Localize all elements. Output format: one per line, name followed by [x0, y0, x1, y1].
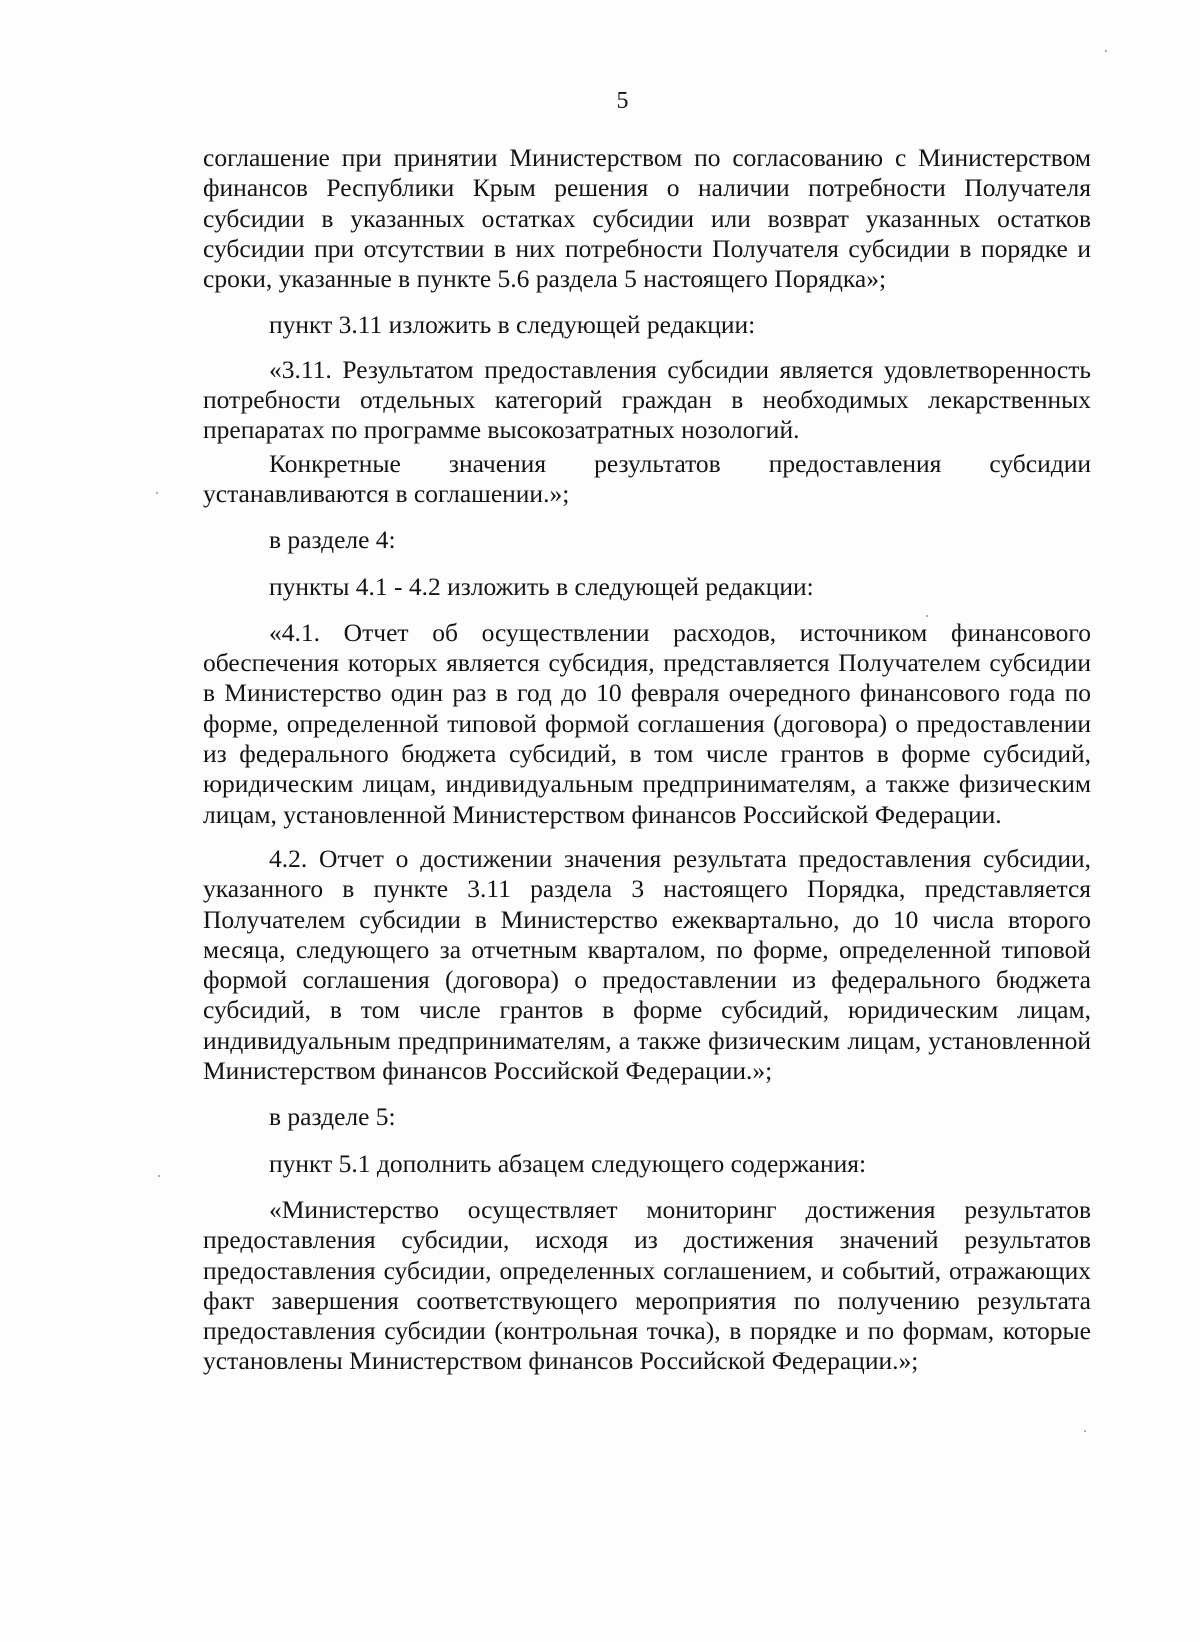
scan-speck: [156, 492, 158, 494]
paragraph-instruction-4-1-4-2: пункты 4.1 - 4.2 изложить в следующей редакции:: [269, 571, 814, 601]
scan-speck: [158, 1175, 160, 1177]
paragraph-section-4: в разделе 4:: [269, 525, 396, 555]
page-number: 5: [616, 88, 629, 114]
paragraph-monitoring: «Министерство осуществляет мониторинг достижения результатов предоставления субсидии, исходя из достижения значений результатов предоставления субсидии, определенных соглашением, и событий, отражающих факт завершения соответствующего мероприятия по получению результата предоставления субсидии (контрольная точка), в порядке и по формам, которые установлены Министерством финансов Российской Федерации.»;: [203, 1194, 1091, 1376]
paragraph-instruction-3-11: пункт 3.11 изложить в следующей редакции:: [269, 310, 756, 340]
scan-speck: [1084, 1430, 1086, 1432]
document-body: [203, 143, 1091, 1377]
paragraph-point-3-11: «3.11. Результатом предоставления субсидии является удовлетворенность потребности отдельных категорий граждан в необходимых лекарственных препаратах по программе высокозатратных нозологий.: [203, 354, 1091, 445]
paragraph-instruction-5-1: пункт 5.1 дополнить абзацем следующего содержания:: [269, 1148, 867, 1178]
paragraph-section-5: в разделе 5:: [269, 1102, 396, 1132]
paragraph-continuation: соглашение при принятии Министерством по согласованию с Министерством финансов Республики Крым решения о наличии потребности Получателя субсидии в указанных остатках субсидии или возврат указанных остатков субсидии при отсутствии в них потребности Получателя субсидии в порядке и сроки, указанные в пункте 5.6 раздела 5 настоящего Порядка»;: [203, 143, 1091, 294]
paragraph-point-4-2: 4.2. Отчет о достижении значения результата предоставления субсидии, указанного в пункте 3.11 раздела 3 настоящего Порядка, представляется Получателем субсидии в Министерство ежеквартально, до 10 числа второго месяца, следующего за отчетным кварталом, по форме, определенной типовой формой соглашения (договора) о предоставлении из федерального бюджета субсидий, в том числе грантов в форме субсидий, юридическим лицам, индивидуальным предпринимателям, а также физическим лицам, установленной Министерством финансов Российской Федерации.»;: [203, 843, 1091, 1086]
scan-speck: [926, 615, 928, 617]
paragraph-point-4-1: «4.1. Отчет об осуществлении расходов, источником финансового обеспечения которых является субсидия, представляется Получателем субсидии в Министерство один раз в год до 10 февраля очередного финансового года по форме, определенной типовой формой соглашения (договора) о предоставлении из федерального бюджета субсидий, в том числе грантов в форме субсидий, юридическим лицам, индивидуальным предпринимателям, а также физическим лицам, установленной Министерством финансов Российской Федерации.: [203, 617, 1091, 829]
paragraph-result-values: Конкретные значения результатов предоставления субсидии устанавливаются в соглашении.»;: [203, 448, 1091, 508]
scan-speck: [1105, 50, 1107, 52]
